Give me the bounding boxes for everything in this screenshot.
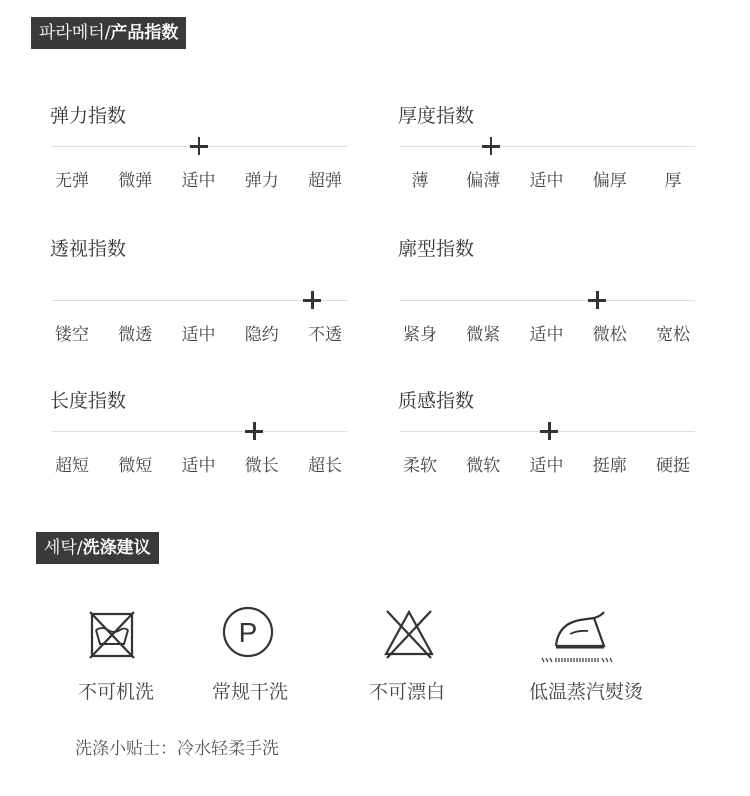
washing-tip (75, 734, 279, 759)
param-option: 超长 (308, 456, 342, 476)
section-tag-care (36, 532, 159, 564)
param-option: 厚 (664, 171, 682, 191)
param-marker-icon (482, 137, 500, 155)
param-option: 偏薄 (466, 171, 501, 191)
param-option: 薄 (411, 171, 429, 191)
low-steam-iron-icon (538, 606, 618, 666)
param-option: 微软 (466, 456, 501, 476)
param-option: 微短 (118, 456, 153, 476)
param-option: 隐约 (244, 325, 279, 345)
param-option: 宽松 (656, 325, 690, 345)
param-option: 微透 (118, 325, 153, 345)
param-option: 硬挺 (656, 456, 690, 476)
care-label-no-machine-wash: 不可机洗 (77, 681, 155, 703)
param-option: 适中 (529, 456, 564, 476)
param-elasticity (50, 101, 347, 201)
param-option: 弹力 (244, 171, 279, 191)
section-tag-zh: 洗涤建议 (82, 538, 151, 558)
param-title: 弹力指数 (50, 105, 127, 127)
no-bleach-icon (383, 608, 435, 660)
washing-tip-label: 洗涤小贴士： (75, 739, 177, 759)
param-marker-icon (303, 291, 321, 309)
param-option: 偏厚 (592, 171, 627, 191)
param-marker-icon (245, 422, 263, 440)
param-title: 透视指数 (50, 238, 127, 260)
param-title: 质感指数 (398, 390, 475, 412)
param-title: 厚度指数 (398, 105, 475, 127)
param-option: 紧身 (403, 325, 437, 345)
care-label-low-steam-iron: 低温蒸汽熨烫 (528, 681, 644, 703)
param-silhouette (398, 234, 695, 345)
param-option: 适中 (181, 325, 216, 345)
param-length (50, 386, 347, 486)
section-tag-ko: 세탁/ (44, 538, 83, 558)
param-option: 无弹 (55, 171, 89, 191)
param-texture (398, 386, 695, 486)
param-option: 微松 (592, 325, 627, 345)
section-tag-ko: 파라메터/ (39, 23, 111, 43)
param-option: 挺廓 (592, 456, 627, 476)
dry-clean-letter: P (238, 617, 258, 648)
param-thickness (398, 101, 695, 201)
param-transparency (50, 234, 347, 345)
param-option: 适中 (181, 456, 216, 476)
section-tag-params (31, 17, 186, 49)
param-option: 适中 (181, 171, 216, 191)
section-tag-zh: 产品指数 (110, 23, 179, 43)
param-option: 适中 (529, 325, 564, 345)
param-option: 微弹 (118, 171, 153, 191)
dry-clean-icon (221, 605, 275, 659)
param-track (400, 300, 695, 301)
param-option: 柔软 (403, 456, 437, 476)
param-option: 微紧 (466, 325, 501, 345)
param-title: 廓型指数 (398, 238, 475, 260)
param-option: 不透 (308, 325, 342, 345)
param-option: 镂空 (55, 325, 89, 345)
param-marker-icon (190, 137, 208, 155)
param-option: 微长 (244, 456, 279, 476)
param-marker-icon (588, 291, 606, 309)
param-title: 长度指数 (50, 390, 127, 412)
care-label-dry-clean: 常规干洗 (211, 681, 289, 703)
param-track (400, 146, 695, 147)
param-option: 超短 (55, 456, 89, 476)
care-label-no-bleach: 不可漂白 (368, 681, 446, 703)
param-option: 超弹 (308, 171, 342, 191)
param-option: 适中 (529, 171, 564, 191)
param-marker-icon (540, 422, 558, 440)
washing-tip-text: 冷水轻柔手洗 (177, 739, 279, 759)
param-track (52, 431, 347, 432)
no-machine-wash-icon (88, 610, 136, 660)
